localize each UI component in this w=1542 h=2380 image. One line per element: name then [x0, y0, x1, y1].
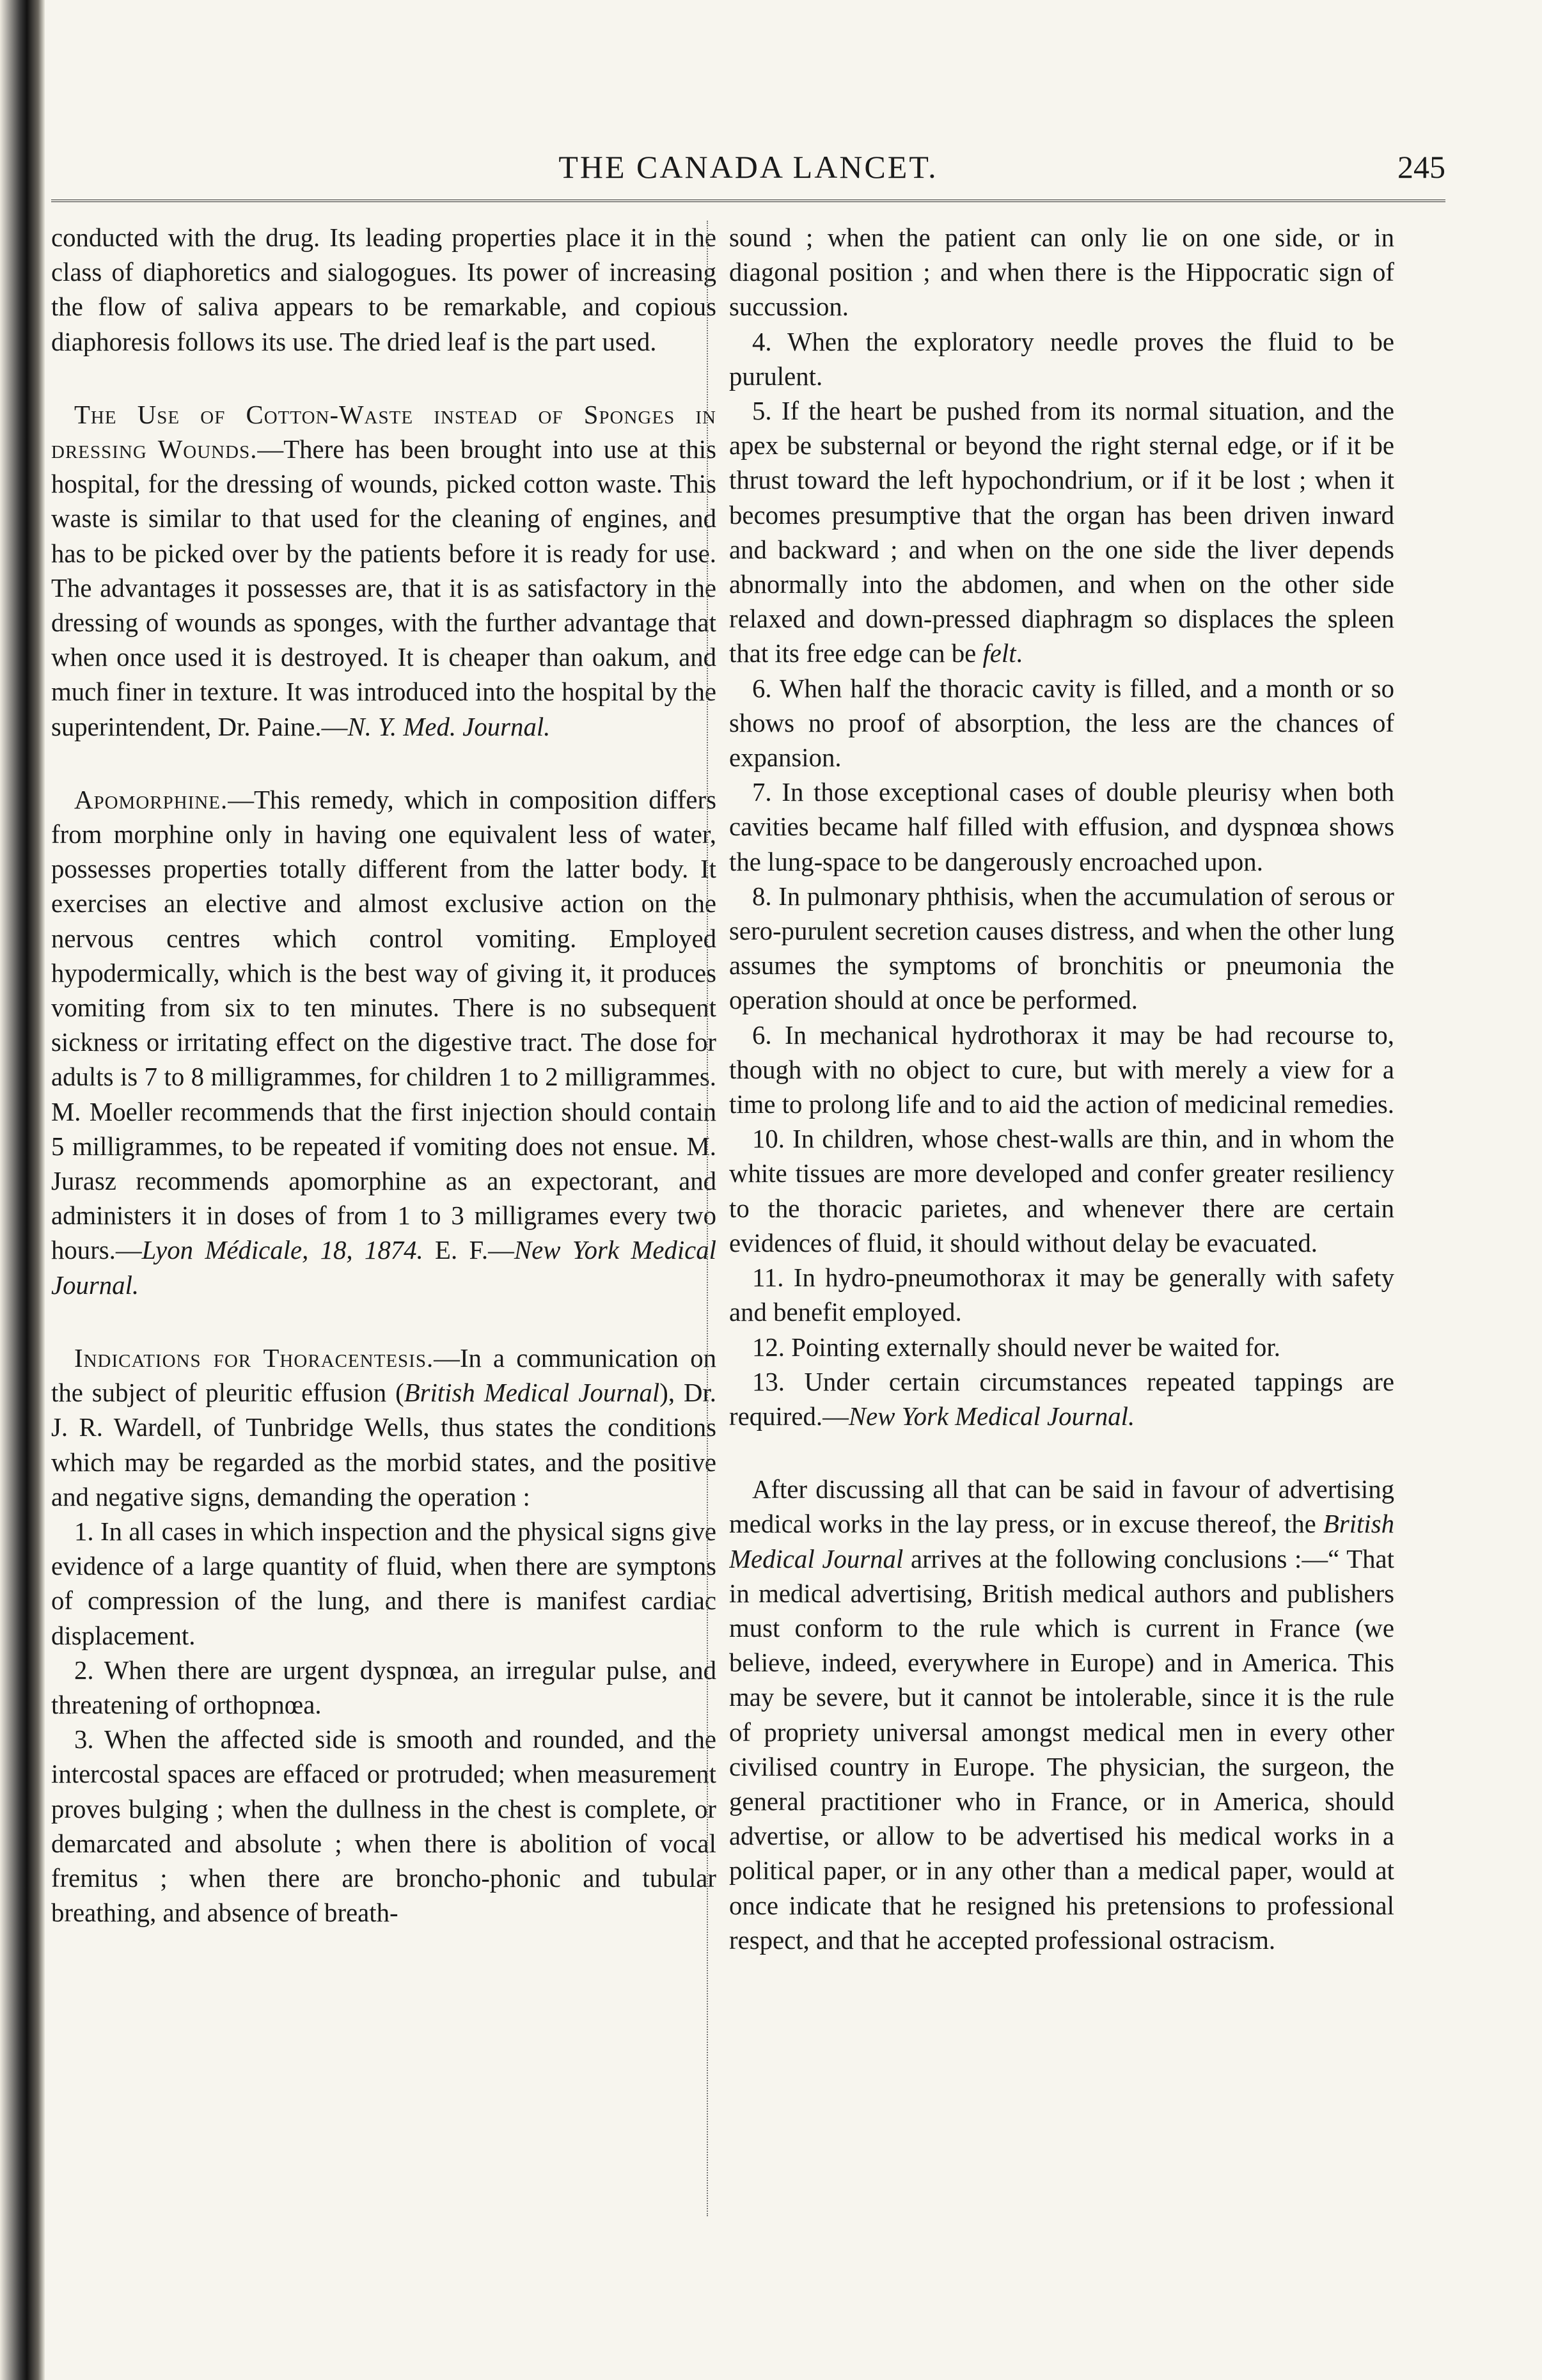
running-header [51, 148, 1445, 193]
paragraph-continued: conducted with the drug. Its leading properties place it in the class of diaphoretics and sialogogues. Its power of increasing the flow of saliva appears to be remarkable, and copious diaphoresis follows its use. The dried leaf is the part used. [51, 223, 716, 356]
article-body: —This remedy, which in composition differs from morphine only in having one equivalent less of water, possesses properties totally different from the latter body. It exercises an elective and almost exclusive action on the nervous centres which control vomiting. Employed hypodermically, which is the best way of giving it, it produces vomiting from six to ten minutes. There is no subsequent sickness or irritating effect on the digestive tract. The dose for adults is 7 to 8 milligrammes, for children 1 to 2 milligrammes. M. Moeller recommends that the first injection should contain 5 milligrammes, to be repeated if vomiting does not ensue. M. Jurasz recommends apomorphine as an expectorant, and administers it in doses of from 1 to 3 milligrames every two hours.— [51, 785, 716, 1265]
list-item: 11. In hydro-pneumothorax it may be generally with safety and benefit employed. [729, 1263, 1394, 1327]
list-item: 8. In pulmonary phthisis, when the accumulation of serous or sero-purulent secretion causes distress, and when the other lung assumes the symptoms of bronchitis or pneumonia the operation should at once be performed. [729, 881, 1394, 1015]
list-item: 7. In those exceptional cases of double pleurisy when both cavities became half filled with effusion, and dyspnœa shows the lung-space to be dangerously encroached upon. [729, 778, 1394, 876]
journal-title: THE CANADA LANCET. [558, 149, 938, 185]
list-item: 6. When half the thoracic cavity is filled, and a month or so shows no proof of absorption, the less are the chances of expansion. [729, 674, 1394, 773]
article-thoracentesis [51, 1341, 716, 1515]
header-rule [51, 200, 1445, 202]
page-number: 245 [1397, 149, 1445, 185]
article-source: Lyon Médicale, 18, 1874. [141, 1236, 423, 1265]
article-body: —In a communication on the subject of pleuritic effusion ( [51, 1343, 716, 1408]
right-column [729, 221, 1394, 2229]
list-item: 4. When the exploratory needle proves the fluid to be purulent. [729, 327, 1394, 391]
list-item-text: 5. If the heart be pushed from its normal situation, and the apex be substernal or beyond the right sternal edge, or if it be thrust toward the left hypochondrium, or if it be lost ; when it becomes presumptive that the organ has been driven inward and backward ; and when on the one side the liver depends abnormally into the abdomen, and when on the other side relaxed and down-pressed diaphragm so displaces the spleen that its free edge can be [729, 397, 1394, 668]
binding-gutter [0, 0, 45, 2380]
cited-journal: British Medical Journal [404, 1378, 660, 1408]
cited-journal: British Medical Journal [729, 1509, 1394, 1573]
article-advertising [729, 1472, 1394, 1958]
article-body: ), Dr. J. R. Wardell, of Tunbridge Wells, thus states the conditions which may be regarded as the morbid states, and the positive and negative signs, demanding the operation : [51, 1378, 716, 1511]
article-source: N. Y. Med. Journal. [347, 712, 551, 741]
article-cotton-waste [51, 398, 716, 745]
article-source: New York Medical Journal. [848, 1401, 1135, 1431]
article-heading: The Use of Cotton-Waste instead of Sponges in dressing Wounds. [51, 400, 716, 464]
list-item [729, 394, 1394, 672]
list-item [729, 1365, 1394, 1434]
article-apomorphine [51, 783, 716, 1303]
article-body: arrives at the following conclusions :—“ That in medical advertising, British medical authors and publishers must conform to the rule which is current in France (we believe, indeed, everywhere in Europe) and in America. This may be severe, but it cannot be intolerable, since it is the rule of propriety universal amongst medical men in every other civilised country in Europe. The physician, the surgeon, the general practitioner who in France, or in America, should advertise, or allow to be advertised his medical works in a political paper, or in any other than a medical paper, would at once indicate that he resigned his pretensions to professional respect, and that he accepted professional ostracism. [729, 1544, 1394, 1955]
article-heading: Indications for Thoracentesis. [74, 1343, 434, 1373]
left-column [51, 221, 716, 2229]
list-item: 1. In all cases in which inspection and the physical signs give evidence of a large quantity of fluid, when there are symptons of compression of the lung, and there is manifest cardiac displacement. [51, 1517, 716, 1650]
list-item: 2. When there are urgent dyspnœa, an irregular pulse, and threatening of orthopnœa. [51, 1655, 716, 1719]
list-item-text: 13. Under certain circumstances repeated tappings are required.— [729, 1367, 1394, 1431]
list-item: 6. In mechanical hydrothorax it may be had recourse to, though with no object to cure, but with merely a view for a time to prolong life and to aid the action of medicinal remedies. [729, 1020, 1394, 1119]
article-source: New York Medical Journal. [51, 1236, 716, 1300]
list-item-continued: sound ; when the patient can only lie on one side, or in diagonal position ; and when there is the Hippocratic sign of succussion. [729, 223, 1394, 322]
list-item: 10. In children, whose chest-walls are thin, and in whom the white tissues are more developed and confer greater resiliency to the thoracic parietes, and whenever there are certain evidences of fluid, it should without delay be evacuated. [729, 1124, 1394, 1257]
list-item-text: . [1016, 639, 1023, 668]
list-item: 3. When the affected side is smooth and rounded, and the intercostal spaces are effaced or protruded; when measurement proves bulging ; when the dullness in the chest is complete, or demarcated and absolute ; when there is abolition of vocal fremitus ; when there are broncho-phonic and tubular breathing, and absence of breath- [51, 1725, 716, 1928]
article-heading: Apomorphine. [74, 785, 228, 814]
article-body: After discussing all that can be said in favour of advertising medical works in the lay press, or in excuse thereof, the [729, 1475, 1394, 1539]
article-body: —There has been brought into use at this hospital, for the dressing of wounds, picked cotton waste. This waste is similar to that used for the cleaning of engines, and has to be picked over by the patients before it is ready for use. The advantages it possesses are, that it is as satisfactory in the dressing of wounds as sponges, with the further advantage that when once used it is destroyed. It is cheaper than oakum, and much finer in texture. It was introduced into the hospital by the superintendent, Dr. Paine.— [51, 435, 716, 741]
list-item: 12. Pointing externally should never be waited for. [752, 1332, 1280, 1362]
column-divider [707, 221, 708, 2216]
article-author: E. F.— [423, 1236, 514, 1265]
emphasis: felt [982, 639, 1016, 668]
